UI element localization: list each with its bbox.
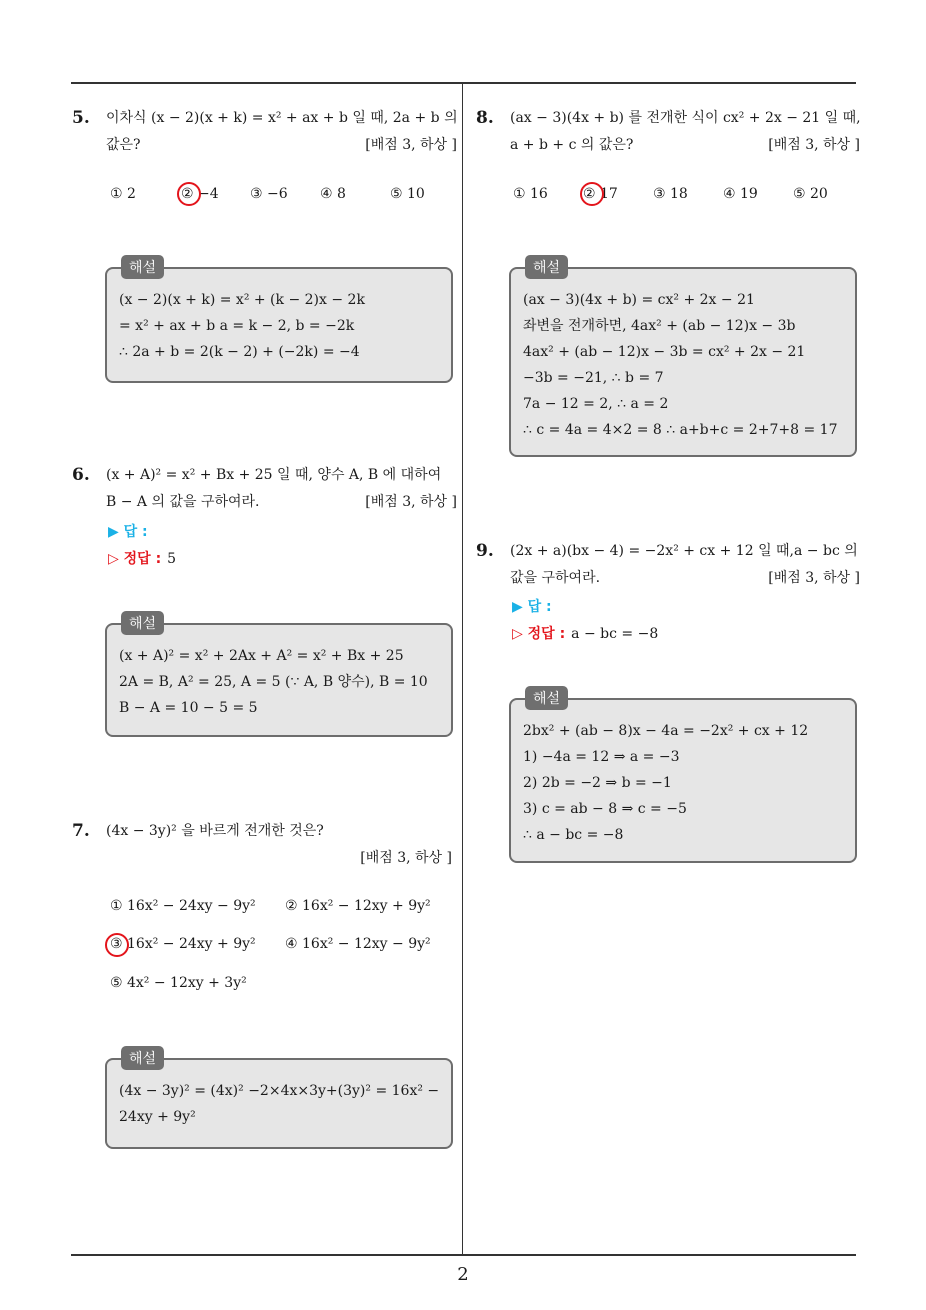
choice-4[interactable]: ④ 16x² − 12xy − 9y²	[285, 936, 431, 952]
explanation-box	[105, 1051, 453, 1149]
explanation-line: (4x − 3y)² = (4x)² −2×4x×3y+(3y)² = 16x² −	[119, 1083, 440, 1099]
choice-4[interactable]: ④ 8	[320, 186, 346, 202]
question-text: 이차식 (x − 2)(x + k) = x² + ax + b 일 때, 2a + b 의	[106, 110, 458, 126]
correct-answer-value: 5	[167, 551, 177, 567]
choices	[110, 186, 460, 208]
explanation-tab: 해설	[525, 255, 568, 279]
question-6	[72, 462, 457, 522]
score-label: [배점 3, 하상 ]	[768, 137, 860, 153]
question-number: 6.	[72, 465, 90, 485]
explanation-box	[105, 616, 453, 737]
question-text: (4x − 3y)² 을 바르게 전개한 것은?	[106, 823, 324, 839]
explanation-tab: 해설	[121, 1046, 164, 1070]
choices	[110, 898, 455, 998]
question-text: B − A 의 값을 구하여라.	[106, 494, 260, 510]
choice-5[interactable]: ⑤ 10	[390, 186, 425, 202]
question-text: (2x + a)(bx − 4) = −2x² + cx + 12 일 때,a − bc 의	[510, 543, 858, 559]
score-label: [배점 3, 하상 ]	[365, 137, 457, 153]
question-number: 8.	[476, 108, 494, 128]
top-rule	[71, 82, 856, 84]
answer-mark-circle	[580, 182, 604, 206]
question-text: 값은?	[106, 137, 141, 153]
question-9	[476, 538, 860, 598]
correct-answer-value: a − bc = −8	[571, 626, 659, 642]
question-text: a + b + c 의 값은?	[510, 137, 634, 153]
answer-mark-circle	[177, 182, 201, 206]
score-label: [배점 3, 하상 ]	[768, 570, 860, 586]
choices	[513, 186, 858, 208]
bottom-rule	[71, 1254, 856, 1256]
score-label: [배점 3, 하상 ]	[360, 850, 452, 866]
column-divider	[462, 84, 463, 1255]
explanation-tab: 해설	[121, 611, 164, 635]
explanation-line: 24xy + 9y²	[119, 1109, 196, 1125]
question-number: 9.	[476, 541, 494, 561]
choice-1[interactable]: ① 2	[110, 186, 136, 202]
explanation-line: 좌변을 전개하면, 4ax² + (ab − 12)x − 3b	[523, 318, 796, 334]
explanation-line: 7a − 12 = 2, ∴ a = 2	[523, 396, 669, 412]
question-number: 7.	[72, 821, 90, 841]
choice-1[interactable]: ① 16x² − 24xy − 9y²	[110, 898, 256, 914]
explanation-line: (x + A)² = x² + 2Ax + A² = x² + Bx + 25	[119, 648, 404, 664]
question-text: 값을 구하여라.	[510, 570, 601, 586]
choice-4[interactable]: ④ 19	[723, 186, 758, 202]
page-number: 2	[457, 1264, 469, 1285]
explanation-tab: 해설	[121, 255, 164, 279]
explanation-line: −3b = −21, ∴ b = 7	[523, 370, 664, 386]
explanation-line: B − A = 10 − 5 = 5	[119, 700, 258, 716]
explanation-line: ∴ 2a + b = 2(k − 2) + (−2k) = −4	[119, 344, 360, 360]
choice-3[interactable]: ③ −6	[250, 186, 288, 202]
explanation-tab: 해설	[525, 686, 568, 710]
choice-1[interactable]: ① 16	[513, 186, 548, 202]
choice-2[interactable]: ② 17	[583, 186, 618, 202]
correct-answer-label: ▷ 정답 :	[512, 626, 566, 642]
explanation-box	[105, 260, 453, 383]
choice-2[interactable]: ② 16x² − 12xy + 9y²	[285, 898, 431, 914]
explanation-box	[509, 260, 857, 457]
choice-5[interactable]: ⑤ 4x² − 12xy + 3y²	[110, 975, 247, 991]
correct-answer	[108, 548, 176, 568]
choice-3[interactable]: ③ 18	[653, 186, 688, 202]
explanation-line: 2bx² + (ab − 8)x − 4a = −2x² + cx + 12	[523, 723, 809, 739]
question-8	[476, 105, 860, 165]
explanation-box	[509, 691, 857, 863]
answer-prompt: ▶ 답 :	[512, 599, 552, 615]
explanation-line: 2) 2b = −2 ⇒ b = −1	[523, 775, 672, 791]
question-text: (ax − 3)(4x + b) 를 전개한 식이 cx² + 2x − 21 일 때,	[510, 110, 861, 126]
choice-5[interactable]: ⑤ 20	[793, 186, 828, 202]
choice-2[interactable]: ② −4	[181, 186, 219, 202]
correct-answer	[512, 623, 658, 643]
explanation-line: 3) c = ab − 8 ⇒ c = −5	[523, 801, 687, 817]
explanation-line: (ax − 3)(4x + b) = cx² + 2x − 21	[523, 292, 755, 308]
question-7	[72, 818, 452, 878]
explanation-line: = x² + ax + b a = k − 2, b = −2k	[119, 318, 355, 334]
question-5	[72, 105, 457, 165]
score-label: [배점 3, 하상 ]	[365, 494, 457, 510]
answer-mark-circle	[105, 933, 129, 957]
explanation-line: 1) −4a = 12 ⇒ a = −3	[523, 749, 680, 765]
explanation-line: ∴ a − bc = −8	[523, 827, 624, 843]
explanation-line: 2A = B, A² = 25, A = 5 (∵ A, B 양수), B = 10	[119, 674, 428, 690]
explanation-line: 4ax² + (ab − 12)x − 3b = cx² + 2x − 21	[523, 344, 806, 360]
answer-prompt: ▶ 답 :	[108, 524, 148, 540]
question-text: (x + A)² = x² + Bx + 25 일 때, 양수 A, B 에 대하여	[106, 467, 442, 483]
explanation-line: (x − 2)(x + k) = x² + (k − 2)x − 2k	[119, 292, 365, 308]
question-number: 5.	[72, 108, 90, 128]
choice-3[interactable]: ③ 16x² − 24xy + 9y²	[110, 936, 256, 952]
correct-answer-label: ▷ 정답 :	[108, 551, 162, 567]
explanation-line: ∴ c = 4a = 4×2 = 8 ∴ a+b+c = 2+7+8 = 17	[523, 422, 838, 438]
